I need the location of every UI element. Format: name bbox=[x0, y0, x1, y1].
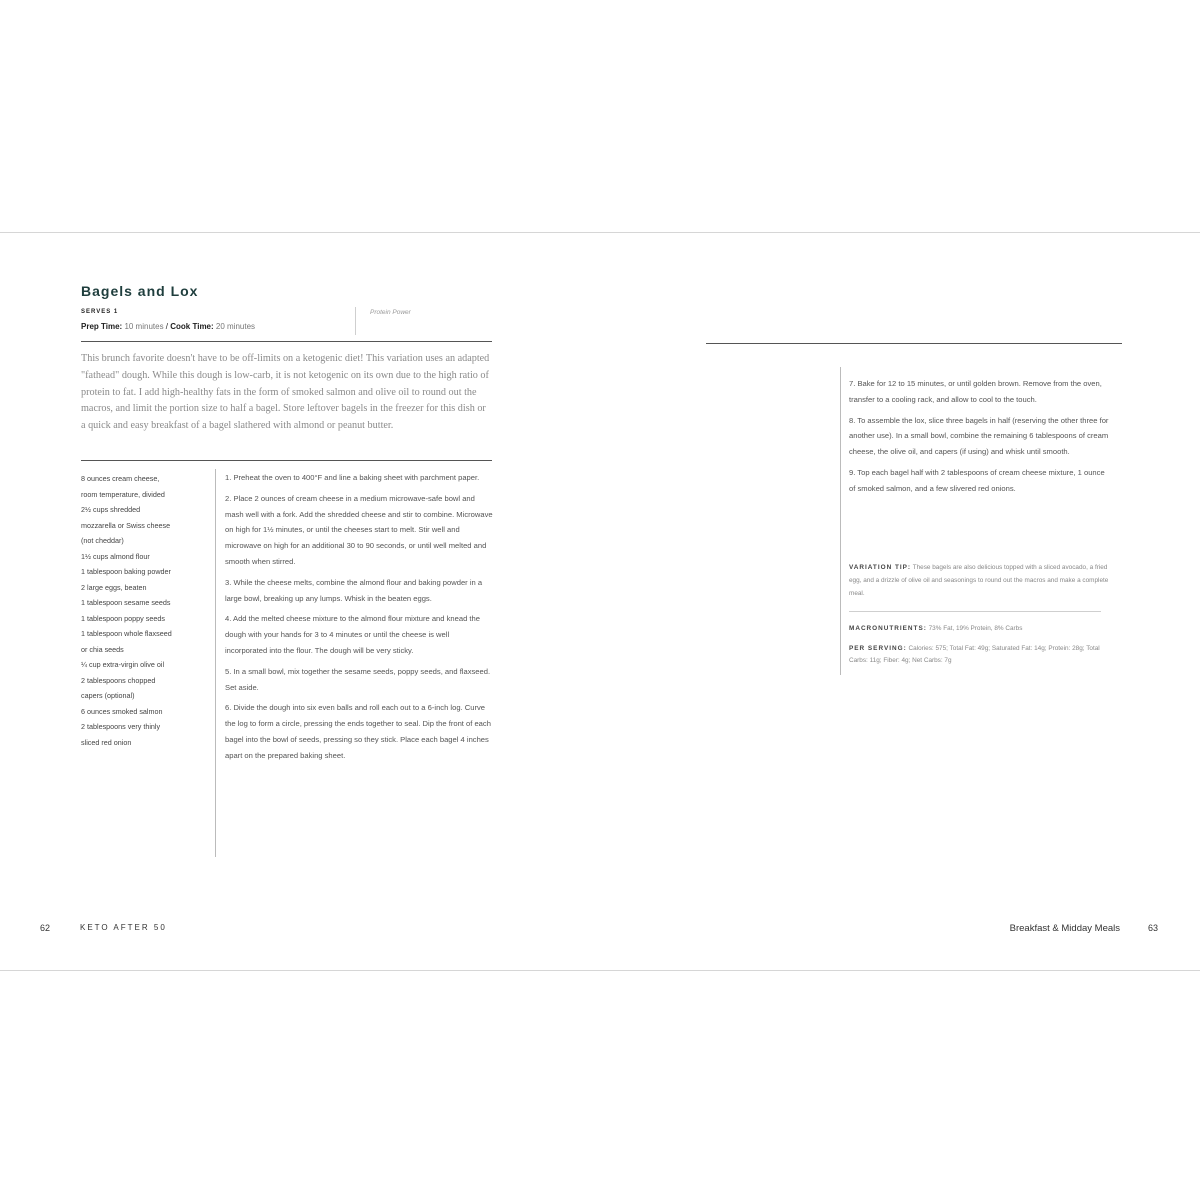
macronutrients bbox=[849, 623, 1109, 635]
step-item: 4. Add the melted cheese mixture to the almond flour mixture and knead the dough with your hands for 3 to 4 minutes or until the cheese is well incorporated into the flour. The dough will be very sticky. bbox=[225, 614, 480, 655]
steps-list bbox=[225, 470, 493, 769]
step-item: 2. Place 2 ounces of cream cheese in a medium microwave-safe bowl and mash well with a fork. Add the shredded cheese and stir to combine. Microwave on high for 1½ minutes, or until the cheeses start to melt. Stir well and microwave on high for an additional 30 to 90 seconds, or until well melted and smooth when stirred. bbox=[225, 493, 493, 566]
cook-time-value: 20 minutes bbox=[215, 322, 256, 331]
ingredient-item: 1 tablespoon baking powder bbox=[81, 567, 171, 576]
recipe-intro: This brunch favorite doesn't have to be off-limits on a ketogenic diet! This variation uses an adapted "fathead" dough. While this dough is low-carb, it is not ketogenic on its own due to the high ratio of protein to fat. I add high-healthy fats in the form of smoked salmon and olive oil to round out the macros, and limit the portion size to half a bagel. Store leftover bagels in the freezer for this dish or a quick and easy breakfast of a bagel slathered with almond or peanut butter. bbox=[81, 353, 490, 432]
ingredient-item: 2½ cups shredded mozzarella or Swiss cheese bbox=[81, 505, 171, 530]
ingredient-item: (not cheddar) bbox=[81, 536, 124, 545]
book-title: KETO AFTER 50 bbox=[80, 923, 167, 932]
step-item: 6. Divide the dough into six even balls and roll each out to a 6-inch log. Curve the log to form a circle, pressing the ends together to seal. Dip the front of each bagel into the bowl of seeds, pressing so they stick. Place each bagel 4 inches apart on the prepared baking sheet. bbox=[225, 703, 491, 760]
step-item: 5. In a small bowl, mix together the sesame seeds, poppy seeds, and flaxseed. Set aside. bbox=[225, 666, 491, 692]
ingredient-item: 1 tablespoon poppy seeds bbox=[81, 613, 165, 623]
header-rule bbox=[81, 341, 492, 342]
right-page bbox=[600, 233, 1200, 970]
step-item: 9. Top each bagel half with 2 tablespoons of cream cheese mixture, 1 ounce of smoked salmon, and a few slivered red onions. bbox=[849, 467, 1105, 493]
left-page bbox=[0, 233, 600, 970]
serving-text: Calories: 575; Total Fat: 49g; Saturated Fat: 14g; Protein: 28g; Total Carbs: 11g; Fiber: 4g; Net Carbs: 7g bbox=[849, 645, 1100, 664]
tip-label: VARIATION TIP: bbox=[849, 564, 912, 571]
ingredients-list bbox=[81, 471, 211, 750]
prep-time-value: 10 minutes bbox=[124, 322, 164, 331]
cook-time-label: Cook Time: bbox=[170, 322, 214, 331]
header-divider bbox=[355, 307, 356, 335]
macros-label: MACRONUTRIENTS: bbox=[849, 625, 927, 632]
ingredient-item: 1½ cups almond flour bbox=[81, 551, 150, 561]
ingredient-item: 8 ounces cream cheese, room temperature, divided bbox=[81, 474, 165, 499]
intro-rule bbox=[81, 460, 492, 461]
macros-text: 73% Fat, 19% Protein, 8% Carbs bbox=[928, 625, 1023, 632]
serves-label: SERVES 1 bbox=[81, 309, 119, 315]
ingredient-item: 2 large eggs, beaten bbox=[81, 582, 147, 592]
steps-list bbox=[849, 376, 1109, 502]
serving-label: PER SERVING: bbox=[849, 645, 907, 652]
book-spread bbox=[0, 232, 1200, 971]
ingredient-item: 2 tablespoons very thinly sliced red onion bbox=[81, 722, 161, 747]
recipe-category: Protein Power bbox=[370, 309, 411, 316]
tip-text: These bagels are also delicious topped with a sliced avocado, a fried egg, and a drizzle of olive oil and seasonings to round out the macros and make a complete meal. bbox=[849, 564, 1109, 597]
ingredient-item: ¼ cup extra-virgin olive oil bbox=[81, 660, 165, 669]
left-page-number: 62 bbox=[40, 923, 51, 933]
time-info bbox=[81, 322, 255, 331]
section-title: Breakfast & Midday Meals bbox=[1009, 923, 1120, 934]
header-rule bbox=[706, 343, 1122, 344]
prep-time-label: Prep Time: bbox=[81, 322, 123, 331]
ingredient-item: 6 ounces smoked salmon bbox=[81, 706, 163, 716]
ingredient-item: 1 tablespoon whole flaxseed or chia seeds bbox=[81, 629, 172, 654]
step-item: 7. Bake for 12 to 15 minutes, or until golden brown. Remove from the oven, transfer to a cooling rack, and allow to cool to the touch. bbox=[849, 379, 1102, 404]
right-page-number: 63 bbox=[1148, 923, 1159, 933]
per-serving bbox=[849, 643, 1109, 667]
variation-tip bbox=[849, 561, 1109, 600]
ingredient-item: 1 tablespoon sesame seeds bbox=[81, 598, 171, 607]
recipe-title: Bagels and Lox bbox=[81, 283, 199, 299]
column-divider bbox=[215, 469, 216, 857]
ingredient-item: 2 tablespoons chopped capers (optional) bbox=[81, 675, 156, 700]
time-separator: / bbox=[163, 322, 171, 331]
step-item: 1. Preheat the oven to 400°F and line a baking sheet with parchment paper. bbox=[225, 473, 480, 482]
step-item: 8. To assemble the lox, slice three bagels in half (reserving the other three for another use). In a small bowl, combine the remaining 6 tablespoons of cream cheese, the olive oil, and capers (if using) and whisk until smooth. bbox=[849, 415, 1109, 457]
step-item: 3. While the cheese melts, combine the almond flour and baking powder in a large bowl, breaking up any lumps. Whisk in the beaten eggs. bbox=[225, 577, 483, 603]
column-divider bbox=[840, 367, 841, 675]
tip-rule bbox=[849, 611, 1101, 612]
